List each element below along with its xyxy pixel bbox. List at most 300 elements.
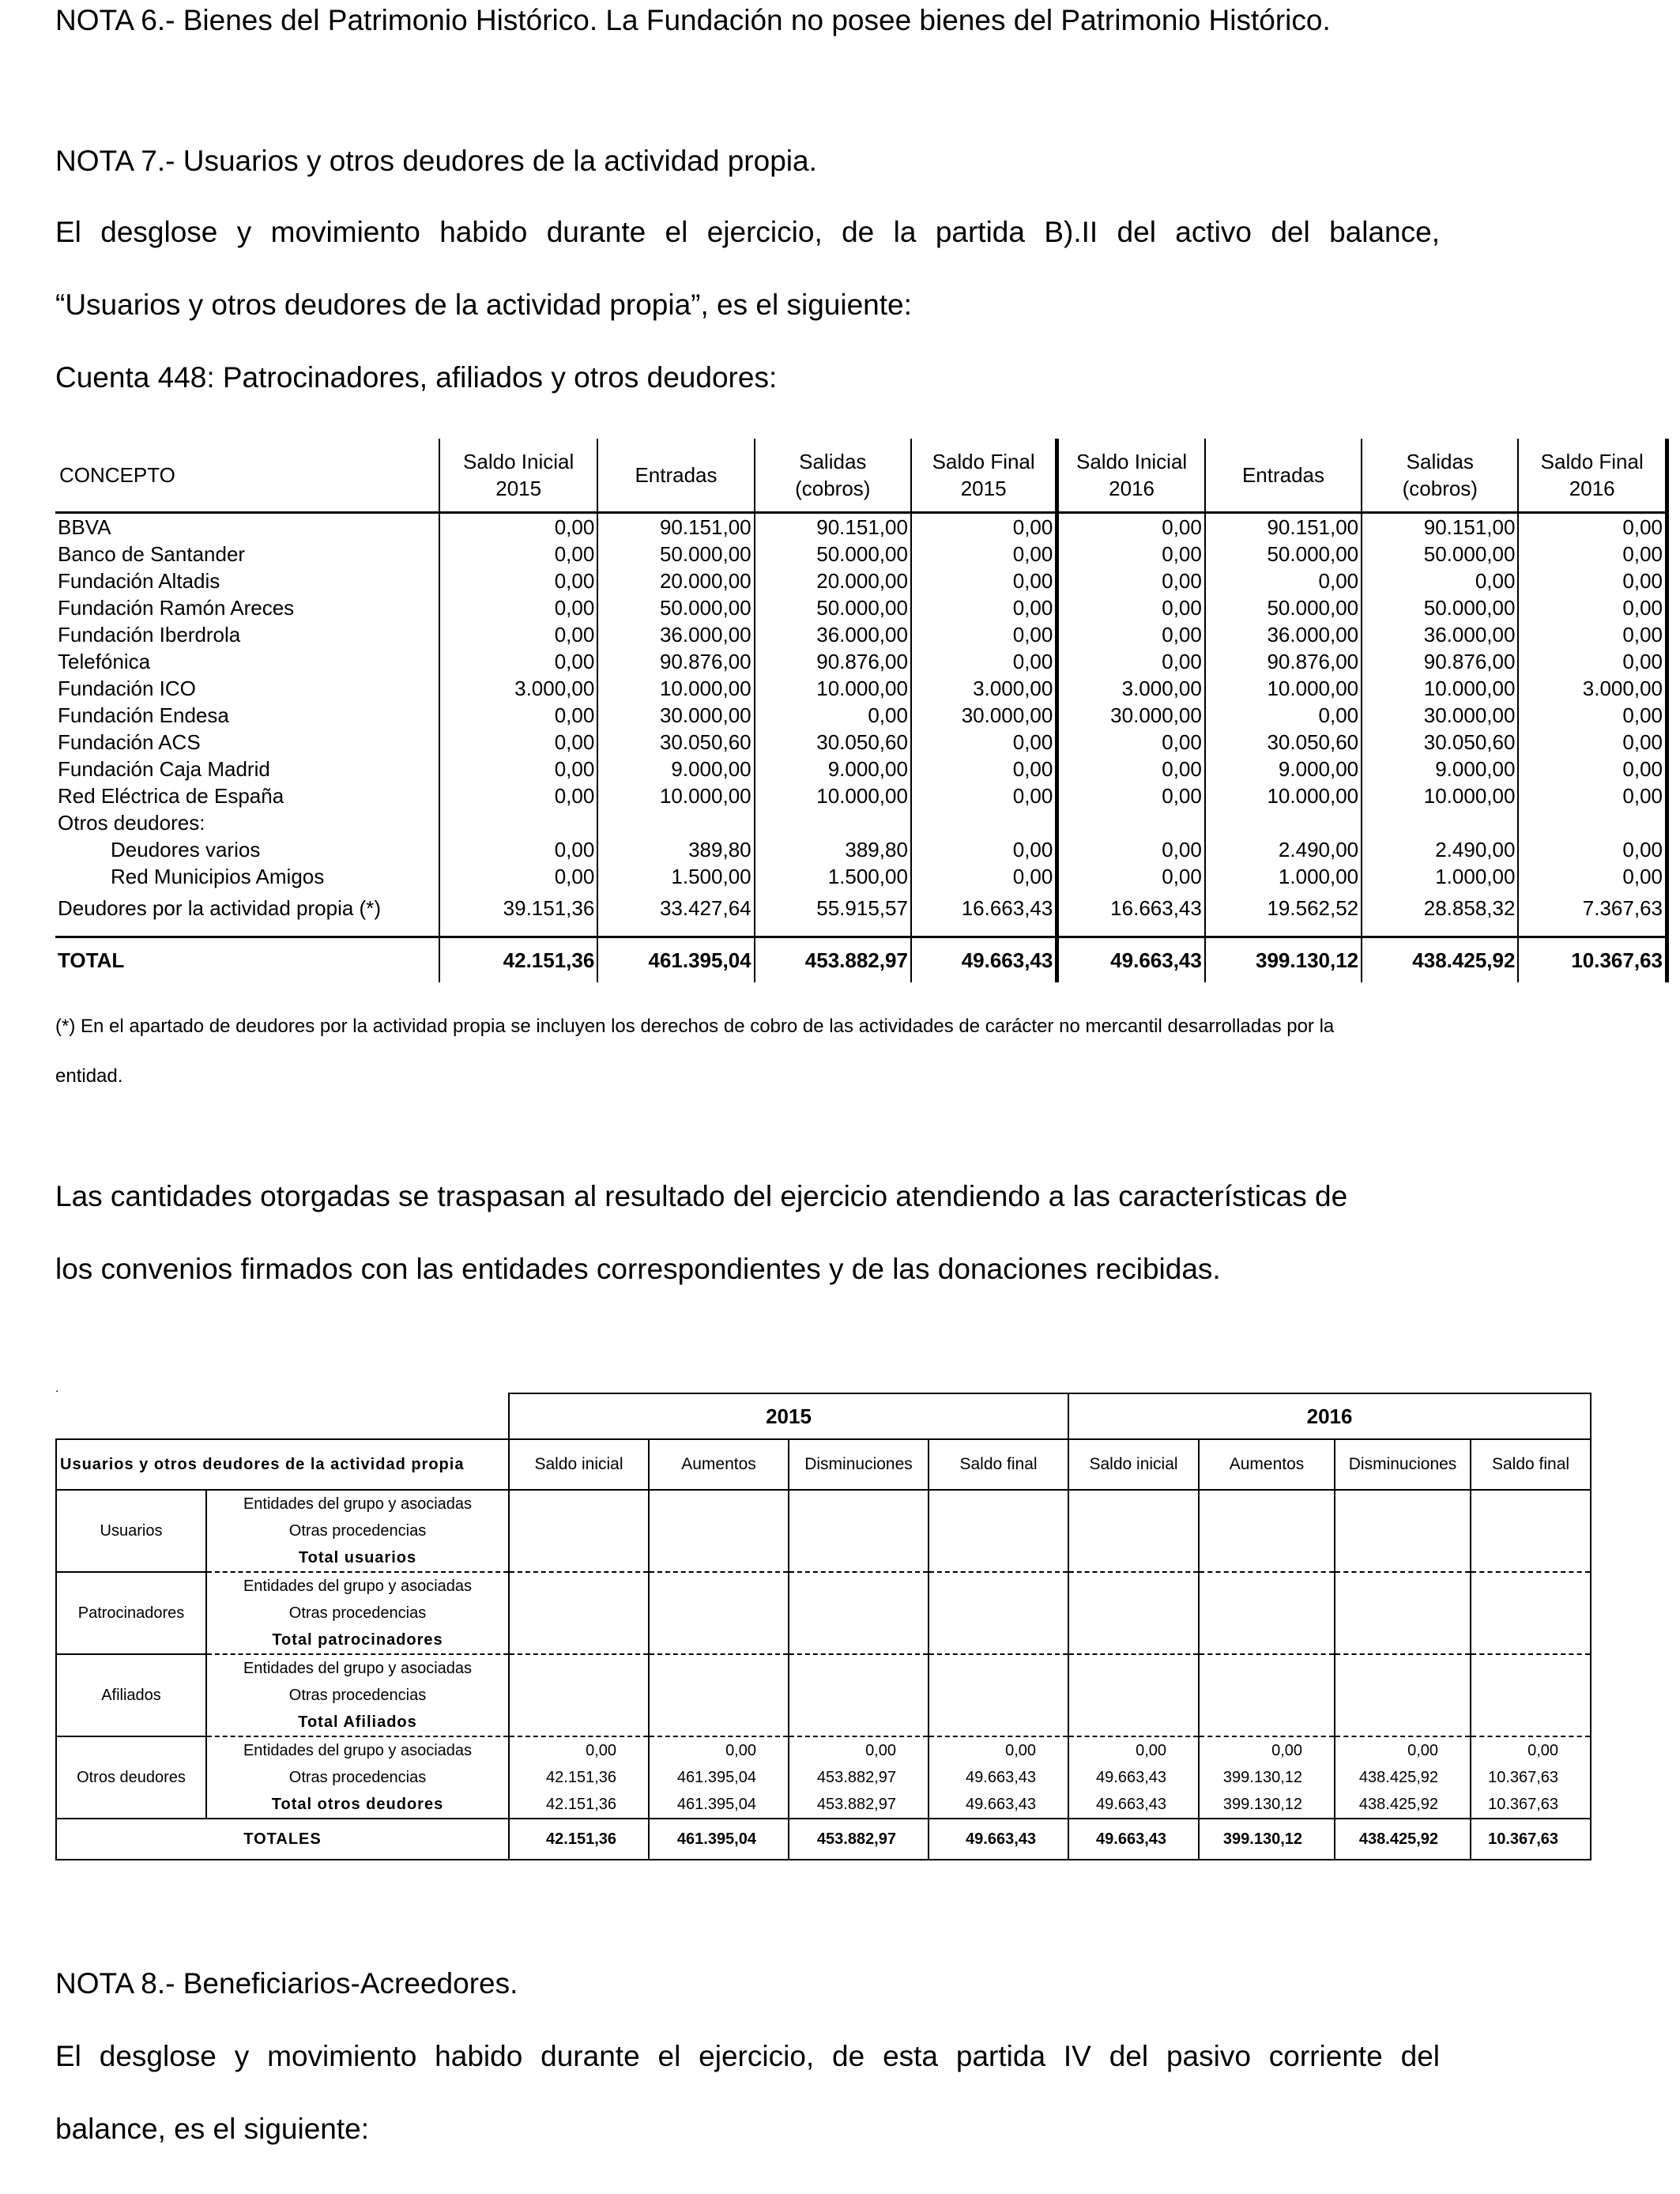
table1-row-label: Fundación Endesa xyxy=(55,702,439,729)
table2-total-cell: 49.663,43 xyxy=(1068,1819,1199,1860)
table1-cell: 50.000,00 xyxy=(755,541,911,567)
table1-cell: 399.130,12 xyxy=(1205,937,1362,983)
table1-row xyxy=(55,675,1667,702)
table2-cell: 0,00 xyxy=(1471,1736,1591,1764)
table1-cell: 0,00 xyxy=(911,729,1057,756)
table1-header-text: (cobros) xyxy=(1402,477,1478,500)
table2-cell xyxy=(929,1572,1068,1600)
table1-cell: 0,00 xyxy=(911,594,1057,621)
table1-cell: 10.000,00 xyxy=(597,675,754,702)
table2-total-cell: 438.425,92 xyxy=(1335,1819,1471,1860)
table2-cell xyxy=(1199,1544,1335,1572)
table2-sub-label: Entidades del grupo y asociadas xyxy=(206,1490,509,1517)
table1-cell: 10.000,00 xyxy=(1362,675,1518,702)
footnote-line1: (*) En el apartado de deudores por la actividad propia se incluyen los derechos de cobro de las actividades de carácter no mercantil desarrolladas por la xyxy=(55,1016,1335,1037)
table1-cell: 50.000,00 xyxy=(1362,594,1518,621)
table2-column-header: Saldo final xyxy=(929,1439,1068,1490)
table1-cell: 0,00 xyxy=(911,756,1057,782)
table2-totales-label: TOTALES xyxy=(56,1819,509,1860)
table2-cell xyxy=(649,1490,789,1517)
table2-cell xyxy=(929,1627,1068,1654)
table1-cell: 0,00 xyxy=(439,836,597,863)
table2-cell xyxy=(649,1682,789,1709)
table2-cell xyxy=(1335,1600,1471,1627)
table2-cell xyxy=(1199,1627,1335,1654)
table2-cell xyxy=(1068,1490,1199,1517)
table2-column-header: Saldo inicial xyxy=(509,1439,649,1490)
table2-cell: 49.663,43 xyxy=(929,1791,1068,1819)
table1-cell: 10.000,00 xyxy=(755,675,911,702)
table2-cell: 42.151,36 xyxy=(509,1764,649,1791)
table1-cell: 0,00 xyxy=(439,648,597,675)
table2-column-header: Aumentos xyxy=(649,1439,789,1490)
table1-cell: 0,00 xyxy=(1057,782,1205,809)
table2-cell xyxy=(929,1490,1068,1517)
table2-cell xyxy=(509,1572,649,1600)
table1-cell: 0,00 xyxy=(911,567,1057,594)
table2-cell xyxy=(789,1627,929,1654)
table1-header-cell xyxy=(755,439,911,513)
table1-header-cell xyxy=(439,439,597,513)
table1-cell: 0,00 xyxy=(1057,513,1205,541)
table1-cell: 2.490,00 xyxy=(1205,836,1362,863)
table1-cell xyxy=(1362,809,1518,836)
table1-cell: 0,00 xyxy=(439,513,597,541)
table1-cell: 55.915,57 xyxy=(755,890,911,926)
table2-cell xyxy=(1068,1709,1199,1736)
table2-column-header: Disminuciones xyxy=(1335,1439,1471,1490)
table2-cell: 0,00 xyxy=(1068,1736,1199,1764)
table1-cell: 10.000,00 xyxy=(597,782,754,809)
table2-cell xyxy=(789,1544,929,1572)
table1-cell xyxy=(911,809,1057,836)
table1-row xyxy=(55,567,1667,594)
table1-row-label: Red Eléctrica de España xyxy=(55,782,439,809)
table2-cell xyxy=(1335,1517,1471,1544)
table2-cell: 399.130,12 xyxy=(1199,1764,1335,1791)
paragraph-cantidades-line1: Las cantidades otorgadas se traspasan al resultado del ejercicio atendiendo a las características de xyxy=(55,1180,1348,1212)
table2-cell xyxy=(929,1544,1068,1572)
table2-cell xyxy=(1068,1572,1199,1600)
table1-cell: 50.000,00 xyxy=(755,594,911,621)
table2-cell: 0,00 xyxy=(1199,1736,1335,1764)
table2-total-cell: 461.395,04 xyxy=(649,1819,789,1860)
table1-cell: 3.000,00 xyxy=(1518,675,1667,702)
table1-row-label: Fundación Ramón Areces xyxy=(55,594,439,621)
table1-row-label: Fundación ACS xyxy=(55,729,439,756)
table2-cell xyxy=(1199,1654,1335,1682)
table1-row-label: Red Municipios Amigos xyxy=(55,863,439,890)
table1-cell: 0,00 xyxy=(911,513,1057,541)
table1-cell: 0,00 xyxy=(1057,756,1205,782)
table2-cell: 399.130,12 xyxy=(1199,1791,1335,1819)
table1-cell: 10.367,63 xyxy=(1518,937,1667,983)
table1-cell: 30.000,00 xyxy=(597,702,754,729)
table2-column-header: Disminuciones xyxy=(789,1439,929,1490)
table2-cell xyxy=(649,1572,789,1600)
table1-cell: 50.000,00 xyxy=(1362,541,1518,567)
table1-cell: 0,00 xyxy=(1057,567,1205,594)
table2-cell xyxy=(789,1600,929,1627)
table1-header-cell xyxy=(597,439,754,513)
table2-cell: 453.882,97 xyxy=(789,1791,929,1819)
table2-row xyxy=(56,1654,1591,1682)
table1-cell: 3.000,00 xyxy=(911,675,1057,702)
table1-cell: 0,00 xyxy=(1518,648,1667,675)
table1-cell: 30.000,00 xyxy=(1057,702,1205,729)
table1-cell: 0,00 xyxy=(1518,729,1667,756)
table1-cell: 0,00 xyxy=(1057,621,1205,648)
table2-totales-row xyxy=(56,1819,1591,1860)
table1-header-text: Saldo Final xyxy=(932,450,1035,473)
table1-header-text: 2015 xyxy=(960,477,1007,500)
table1-row xyxy=(55,648,1667,675)
table2-cell: 0,00 xyxy=(929,1736,1068,1764)
table2-cell xyxy=(1068,1627,1199,1654)
table2-cell xyxy=(1335,1627,1471,1654)
table1-cell: 36.000,00 xyxy=(755,621,911,648)
table1-cell: 0,00 xyxy=(1518,594,1667,621)
table2-sub-label: Entidades del grupo y asociadas xyxy=(206,1572,509,1600)
table2-cell xyxy=(1471,1572,1591,1600)
table1-cell: 0,00 xyxy=(439,863,597,890)
table1-cell: 50.000,00 xyxy=(597,594,754,621)
table2-cell xyxy=(1471,1682,1591,1709)
table1-row xyxy=(55,513,1667,541)
table1-cell: 30.050,60 xyxy=(755,729,911,756)
table1-cell: 0,00 xyxy=(1518,621,1667,648)
table1-cell: 1.000,00 xyxy=(1362,863,1518,890)
table1-cell: 0,00 xyxy=(911,648,1057,675)
table1-row xyxy=(55,702,1667,729)
table1-header-text: Entradas xyxy=(635,463,718,487)
table1-row-label: Fundación Caja Madrid xyxy=(55,756,439,782)
table1-cell: 90.876,00 xyxy=(597,648,754,675)
table2-cell: 461.395,04 xyxy=(649,1791,789,1819)
cuenta-448-table xyxy=(55,439,1669,982)
table1-cell: 90.876,00 xyxy=(1362,648,1518,675)
table1-cell: 0,00 xyxy=(439,621,597,648)
table2-row xyxy=(56,1517,1591,1544)
nota7-title: NOTA 7.- Usuarios y otros deudores de la actividad propia. xyxy=(55,145,817,177)
table2-cell xyxy=(929,1682,1068,1709)
table1-spacer-cell xyxy=(911,926,1057,937)
table1-cell xyxy=(755,809,911,836)
table2-row xyxy=(56,1764,1591,1791)
table1-cell: 49.663,43 xyxy=(1057,937,1205,983)
table1-row xyxy=(55,621,1667,648)
table2-cell xyxy=(1068,1654,1199,1682)
table1-cell: 30.050,60 xyxy=(1362,729,1518,756)
table2-sub-label: Entidades del grupo y asociadas xyxy=(206,1736,509,1764)
table2-cell xyxy=(789,1654,929,1682)
table2-cell: 438.425,92 xyxy=(1335,1764,1471,1791)
table2-cell xyxy=(1199,1572,1335,1600)
table1-header-cell xyxy=(1057,439,1205,513)
table2-total-cell: 453.882,97 xyxy=(789,1819,929,1860)
table2-cell xyxy=(929,1517,1068,1544)
table1-cell: 0,00 xyxy=(1518,836,1667,863)
table2-row xyxy=(56,1544,1591,1572)
table1-spacer-cell xyxy=(597,926,754,937)
table2-cell xyxy=(929,1709,1068,1736)
table1-cell: 0,00 xyxy=(439,541,597,567)
table1-cell: 0,00 xyxy=(1518,513,1667,541)
table1-header-cell xyxy=(1362,439,1518,513)
nota6-text: NOTA 6.- Bienes del Patrimonio Histórico. La Fundación no posee bienes del Patrimonio Histórico. xyxy=(55,4,1331,36)
table1-spacer-cell xyxy=(439,926,597,937)
table1-cell: 50.000,00 xyxy=(597,541,754,567)
table1-cell: 3.000,00 xyxy=(1057,675,1205,702)
table1-cell: 0,00 xyxy=(1518,863,1667,890)
table1-cell: 0,00 xyxy=(439,729,597,756)
table2-cell xyxy=(649,1654,789,1682)
table1-cell: 0,00 xyxy=(1518,756,1667,782)
table1-cell: 1.000,00 xyxy=(1205,863,1362,890)
table2-cell xyxy=(1471,1654,1591,1682)
table1-cell: 20.000,00 xyxy=(597,567,754,594)
table2-cell xyxy=(1335,1682,1471,1709)
table1-cell: 2.490,00 xyxy=(1362,836,1518,863)
table1-spacer-cell xyxy=(1362,926,1518,937)
table2-cell xyxy=(1471,1517,1591,1544)
nota8-title: NOTA 8.- Beneficiarios-Acreedores. xyxy=(55,1967,518,2000)
table2-cell xyxy=(789,1490,929,1517)
table2-cell xyxy=(1335,1709,1471,1736)
table1-cell: 0,00 xyxy=(755,702,911,729)
table1-spacer xyxy=(55,926,1667,937)
table1-row xyxy=(55,594,1667,621)
table2-row xyxy=(56,1682,1591,1709)
table1-cell: 438.425,92 xyxy=(1362,937,1518,983)
table2-column-header-row xyxy=(56,1439,1591,1490)
table2-year-header: 2016 xyxy=(1068,1393,1591,1439)
table2-cell xyxy=(1199,1709,1335,1736)
table1-row xyxy=(55,863,1667,890)
table1-spacer-cell xyxy=(1205,926,1362,937)
table2-cell xyxy=(929,1600,1068,1627)
table2-cell xyxy=(1199,1682,1335,1709)
table1-row-label: Telefónica xyxy=(55,648,439,675)
table1-cell: 90.151,00 xyxy=(1362,513,1518,541)
table2-cell xyxy=(789,1682,929,1709)
table2-group-label: Afiliados xyxy=(56,1654,206,1736)
table2-group-label: Patrocinadores xyxy=(56,1572,206,1654)
table1-cell: 10.000,00 xyxy=(1362,782,1518,809)
table1-cell: 0,00 xyxy=(911,621,1057,648)
table2-cell: 0,00 xyxy=(789,1736,929,1764)
table2-cell xyxy=(1068,1600,1199,1627)
table1-row-label: Fundación Altadis xyxy=(55,567,439,594)
table2-sub-label: Total otros deudores xyxy=(206,1791,509,1819)
table1-row-label: Fundación ICO xyxy=(55,675,439,702)
table2-cell xyxy=(509,1600,649,1627)
table1-cell: 30.050,60 xyxy=(1205,729,1362,756)
table1-cell: 0,00 xyxy=(1518,782,1667,809)
table1-row xyxy=(55,756,1667,782)
table1-header-cell xyxy=(1205,439,1362,513)
table1-spacer-cell xyxy=(1518,926,1667,937)
table2-cell xyxy=(1068,1517,1199,1544)
table1-cell: 0,00 xyxy=(1362,567,1518,594)
table1-cell: 0,00 xyxy=(1518,541,1667,567)
table1-cell: 10.000,00 xyxy=(1205,675,1362,702)
table2-cell xyxy=(1199,1517,1335,1544)
table2-column-header: Saldo final xyxy=(1471,1439,1591,1490)
table2-cell xyxy=(509,1654,649,1682)
table1-row xyxy=(55,541,1667,567)
table1-cell: 90.151,00 xyxy=(755,513,911,541)
table1-row-label: TOTAL xyxy=(55,937,439,983)
table1-cell: 90.876,00 xyxy=(1205,648,1362,675)
table1-cell: 453.882,97 xyxy=(755,937,911,983)
table1-cell: 0,00 xyxy=(439,782,597,809)
table1-cell: 0,00 xyxy=(439,567,597,594)
table1-row-label: Otros deudores: xyxy=(55,809,439,836)
table1-header-text: 2015 xyxy=(495,477,542,500)
table2-cell: 461.395,04 xyxy=(649,1764,789,1791)
table1-row-label: Fundación Iberdrola xyxy=(55,621,439,648)
table1-cell: 0,00 xyxy=(439,594,597,621)
table2-column-header: Aumentos xyxy=(1199,1439,1335,1490)
table1-cell: 389,80 xyxy=(597,836,754,863)
nota8-paragraph-line2: balance, es el siguiente: xyxy=(55,2113,369,2145)
table2-group-label: Otros deudores xyxy=(56,1736,206,1819)
table2-row xyxy=(56,1791,1591,1819)
table1-row-label: Banco de Santander xyxy=(55,541,439,567)
paragraph-cantidades-line2: los convenios firmados con las entidades correspondientes y de las donaciones recibidas. xyxy=(55,1253,1221,1285)
table1-cell xyxy=(1205,809,1362,836)
table2-year-row xyxy=(56,1393,1591,1439)
table1-cell: 39.151,36 xyxy=(439,890,597,926)
table1-cell: 90.151,00 xyxy=(1205,513,1362,541)
usuarios-deudores-table xyxy=(55,1393,1591,1860)
table2-row xyxy=(56,1736,1591,1764)
table1-cell: 0,00 xyxy=(1057,729,1205,756)
table2-cell xyxy=(649,1627,789,1654)
table2-cell: 49.663,43 xyxy=(929,1764,1068,1791)
table1-row xyxy=(55,809,1667,836)
table2-column-header: Saldo inicial xyxy=(1068,1439,1199,1490)
table1-cell: 16.663,43 xyxy=(911,890,1057,926)
table1-cell: 0,00 xyxy=(911,863,1057,890)
table2-total-cell: 42.151,36 xyxy=(509,1819,649,1860)
table1-cell: 36.000,00 xyxy=(1205,621,1362,648)
table1-cell: 33.427,64 xyxy=(597,890,754,926)
table1-cell: 30.050,60 xyxy=(597,729,754,756)
table2-total-cell: 399.130,12 xyxy=(1199,1819,1335,1860)
table2-sub-label: Otras procedencias xyxy=(206,1600,509,1627)
table1-cell: 10.000,00 xyxy=(755,782,911,809)
table1-spacer-cell xyxy=(1057,926,1205,937)
table2-cell xyxy=(1335,1654,1471,1682)
table2-cell: 438.425,92 xyxy=(1335,1791,1471,1819)
table2-row xyxy=(56,1490,1591,1517)
table1-cell: 50.000,00 xyxy=(1205,541,1362,567)
table1-cell xyxy=(1518,809,1667,836)
table1-cell: 0,00 xyxy=(1205,702,1362,729)
table1-cell: 0,00 xyxy=(1518,702,1667,729)
table2-cell xyxy=(1068,1544,1199,1572)
table1-cell: 1.500,00 xyxy=(597,863,754,890)
table2-cell xyxy=(509,1490,649,1517)
table1-cell: 0,00 xyxy=(1518,567,1667,594)
nota8-paragraph-line1: El desglose y movimiento habido durante el ejercicio, de esta partida IV del pasivo corriente del xyxy=(55,2040,1440,2072)
table2-cell xyxy=(1335,1572,1471,1600)
table2-total-cell: 49.663,43 xyxy=(929,1819,1068,1860)
table1-row xyxy=(55,782,1667,809)
table1-cell: 90.876,00 xyxy=(755,648,911,675)
footnote-line2: entidad. xyxy=(55,1065,123,1087)
table2-sub-label: Otras procedencias xyxy=(206,1517,509,1544)
table2-cell: 10.367,63 xyxy=(1471,1791,1591,1819)
table2-cell: 49.663,43 xyxy=(1068,1764,1199,1791)
table2-cell xyxy=(1335,1544,1471,1572)
table1-cell: 0,00 xyxy=(439,756,597,782)
table1-header-text: Salidas xyxy=(799,450,867,473)
nota7-paragraph-line2: “Usuarios y otros deudores de la actividad propia”, es el siguiente: xyxy=(55,288,912,321)
table1-cell: 9.000,00 xyxy=(597,756,754,782)
table2-cell xyxy=(509,1709,649,1736)
table2-cell: 0,00 xyxy=(649,1736,789,1764)
table2-cell xyxy=(789,1709,929,1736)
table1-cell: 49.663,43 xyxy=(911,937,1057,983)
table1-header-cell xyxy=(911,439,1057,513)
table2-cell: 0,00 xyxy=(509,1736,649,1764)
table2-year-header: 2015 xyxy=(509,1393,1068,1439)
table2-sub-label: Otras procedencias xyxy=(206,1764,509,1791)
table2-cell xyxy=(509,1517,649,1544)
table2-group-label: Usuarios xyxy=(56,1490,206,1572)
table1-row-label: Deudores varios xyxy=(55,836,439,863)
table2-cell xyxy=(649,1517,789,1544)
table2-sub-label: Entidades del grupo y asociadas xyxy=(206,1654,509,1682)
table2-cell xyxy=(929,1654,1068,1682)
stray-dot: . xyxy=(55,1382,59,1395)
table1-header-text: Saldo Inicial xyxy=(1076,450,1188,473)
table2-cell xyxy=(649,1709,789,1736)
table1-cell: 28.858,32 xyxy=(1362,890,1518,926)
cuenta-448-heading: Cuenta 448: Patrocinadores, afiliados y otros deudores: xyxy=(55,361,778,394)
table1-cell: 0,00 xyxy=(911,836,1057,863)
table1-cell: 9.000,00 xyxy=(1362,756,1518,782)
table1-header-text: Saldo Final xyxy=(1540,450,1644,473)
table1-cell: 90.151,00 xyxy=(597,513,754,541)
table2-sub-label: Total usuarios xyxy=(206,1544,509,1572)
table1-cell: 3.000,00 xyxy=(439,675,597,702)
table1-cell: 1.500,00 xyxy=(755,863,911,890)
table1-cell: 20.000,00 xyxy=(755,567,911,594)
table1-row xyxy=(55,890,1667,926)
table1-cell: 0,00 xyxy=(1057,594,1205,621)
table1-header-text: Salidas xyxy=(1406,450,1474,473)
nota7-paragraph-line1: El desglose y movimiento habido durante el ejercicio, de la partida B).II del activo del balance, xyxy=(55,216,1440,248)
table2-sub-label: Otras procedencias xyxy=(206,1682,509,1709)
table1-row xyxy=(55,937,1667,983)
table2-cell: 42.151,36 xyxy=(509,1791,649,1819)
table2-cell xyxy=(509,1544,649,1572)
table2-cell xyxy=(509,1627,649,1654)
table2-cell xyxy=(1471,1600,1591,1627)
table2-cell xyxy=(1471,1490,1591,1517)
table2-cell: 0,00 xyxy=(1335,1736,1471,1764)
table1-cell: 461.395,04 xyxy=(597,937,754,983)
table1-cell: 0,00 xyxy=(439,702,597,729)
table2-cell xyxy=(1199,1600,1335,1627)
table2-cell xyxy=(1471,1544,1591,1572)
table1-spacer-cell xyxy=(55,926,439,937)
table2-cell xyxy=(1199,1490,1335,1517)
